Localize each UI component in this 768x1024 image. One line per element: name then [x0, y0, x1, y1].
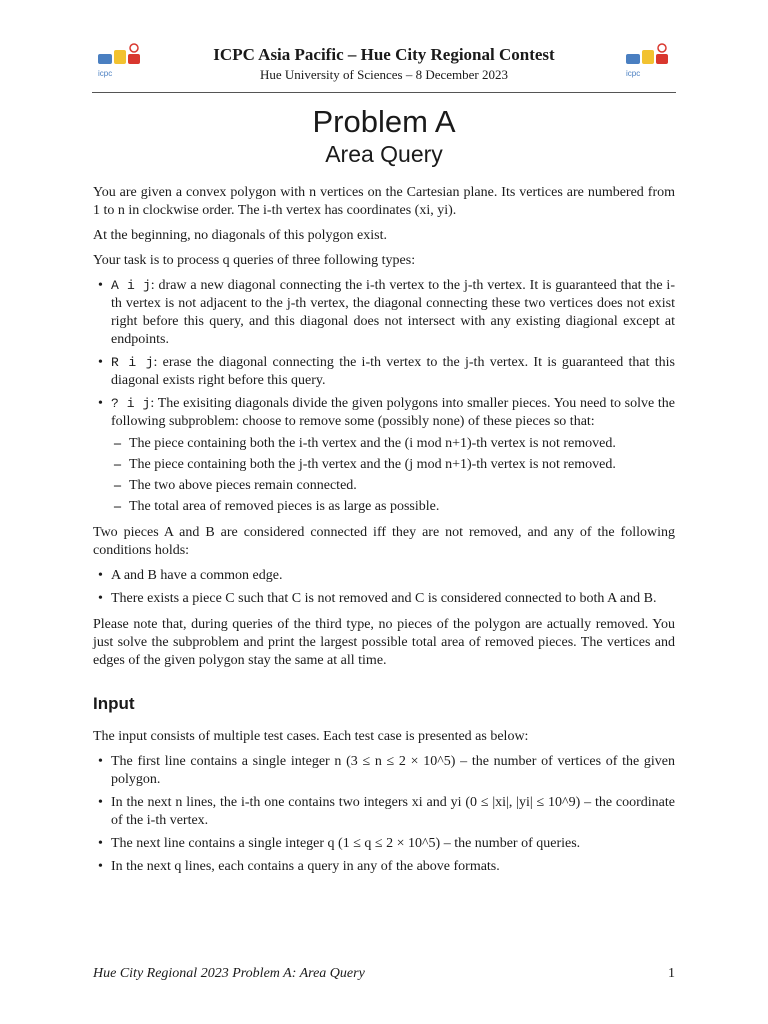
query-description: : erase the diagonal connecting the i-th vertex to the j-th vertex. It is guaranteed that this diagonal exists right before this query. — [111, 355, 675, 388]
list-item — [93, 395, 675, 516]
list-item — [93, 277, 675, 349]
query-description: : draw a new diagonal connecting the i-th vertex to the j-th vertex. It is guaranteed that the i-th vertex is not adjacent to the j-th vertex, the diagonal connecting these two vertices does not exist right before this query, and this diagonal does not intersect with any existing diagional except at endpoints. — [111, 278, 675, 347]
problem-title: Problem A — [312, 104, 456, 139]
query-code: R i j — [111, 355, 154, 370]
statement-paragraph: Please note that, during queries of the third type, no pieces of the polygon are actually removed. You just solve the subproblem and print the largest possible total area of removed pieces. The vertices and edges of the given polygon stay the same at all time. — [93, 617, 675, 668]
statement-paragraph: At the beginning, no diagonals of this polygon exist. — [93, 228, 387, 243]
list-item: • In the next q lines, each contains a query in any of the above formats. — [93, 858, 675, 876]
page-header — [92, 38, 676, 93]
query-list — [93, 277, 675, 516]
list-item: • In the next n lines, the i-th one contains two integers xi and yi (0 ≤ |xi|, |yi| ≤ 10^9) – the coordinate of the i-th vertex. — [93, 794, 675, 830]
contest-title: ICPC Asia Pacific – Hue City Regional Contest — [213, 45, 555, 64]
list-item: • There exists a piece C such that C is not removed and C is considered connected to both A and B. — [93, 590, 675, 608]
list-item: • The first line contains a single integer n (3 ≤ n ≤ 2 × 10^5) – the number of vertices of the given polygon. — [93, 753, 675, 789]
list-item: – The total area of removed pieces is as large as possible. — [111, 498, 675, 516]
input-heading: Input — [93, 694, 135, 713]
svg-text:icpc: icpc — [98, 69, 113, 78]
contest-subtitle: Hue University of Sciences – 8 December 2023 — [259, 67, 508, 82]
list-item: – The piece containing both the i-th vertex and the (i mod n+1)-th vertex is not removed. — [111, 435, 675, 453]
query-code: A i j — [111, 278, 151, 293]
page-number: 1 — [668, 966, 675, 981]
connection-list — [93, 567, 675, 608]
statement-paragraph: Two pieces A and B are considered connected iff they are not removed, and any of the following conditions holds: — [93, 525, 675, 558]
problem-statement — [93, 184, 675, 884]
condition-list — [111, 435, 675, 516]
statement-paragraph: Your task is to process q queries of three following types: — [93, 253, 416, 268]
list-item: – The two above pieces remain connected. — [111, 477, 675, 495]
query-description: : The exisiting diagonals divide the given polygons into smaller pieces. You need to solve the following subproblem: choose to remove some (possibly none) of these pieces so that: — [111, 396, 675, 429]
statement-paragraph: You are given a convex polygon with n vertices on the Cartesian plane. Its vertices are numbered from 1 to n in clockwise order. The i-th vertex has coordinates (xi, yi). — [93, 185, 675, 218]
list-item: • The next line contains a single integer q (1 ≤ q ≤ 2 × 10^5) – the number of queries. — [93, 835, 675, 853]
icpc-logo — [622, 42, 674, 84]
list-item: • A and B have a common edge. — [93, 567, 675, 585]
list-item: – The piece containing both the j-th vertex and the (j mod n+1)-th vertex is not removed. — [111, 456, 675, 474]
input-paragraph: The input consists of multiple test cases. Each test case is presented as below: — [93, 729, 529, 744]
footer-title: Hue City Regional 2023 Problem A: Area Query — [93, 966, 365, 981]
svg-text:icpc: icpc — [626, 69, 641, 78]
problem-subtitle: Area Query — [325, 141, 443, 167]
list-item — [93, 354, 675, 390]
query-code: ? i j — [111, 396, 151, 411]
input-list — [93, 753, 675, 876]
